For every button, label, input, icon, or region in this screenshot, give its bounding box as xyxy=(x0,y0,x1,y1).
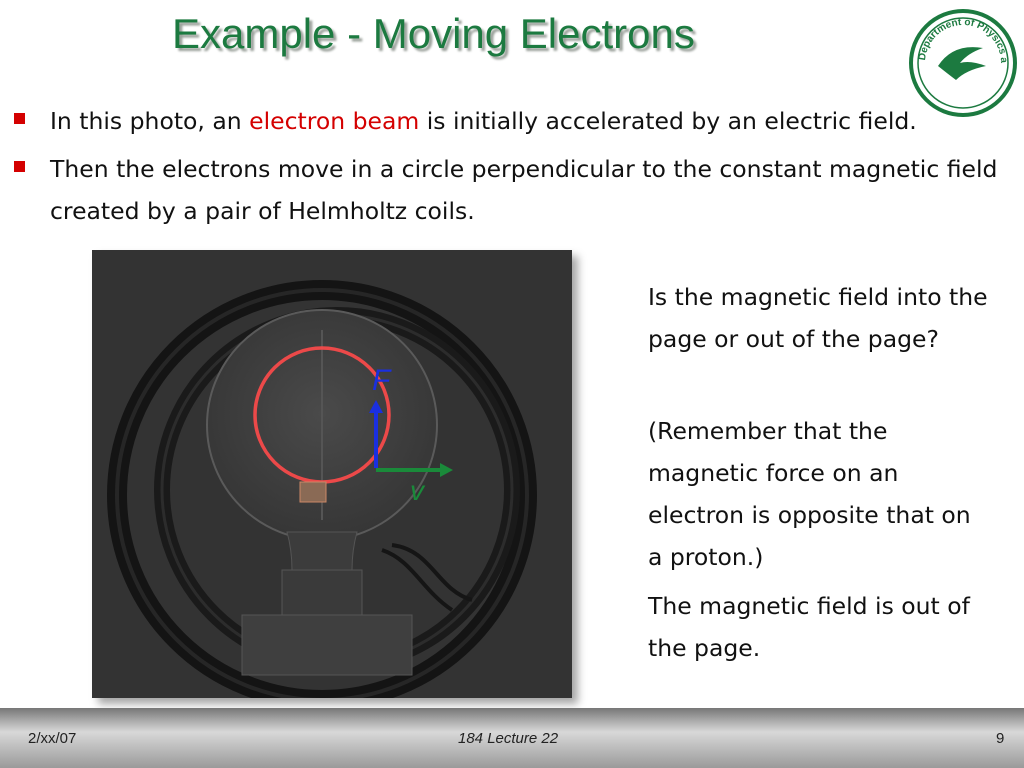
highlight-electron-beam: electron beam xyxy=(249,107,420,135)
bullet-item: Then the electrons move in a circle perpendicular to the constant magnetic field created by a pair of Helmholtz coils. xyxy=(14,148,1019,232)
bullet-marker xyxy=(14,161,25,172)
reminder-text: (Remember that the magnetic force on an electron is opposite that on a proton.) xyxy=(648,417,971,571)
page-number: 9 xyxy=(996,730,1005,747)
svg-text:Department of Physics and Astr: Department of Physics a xyxy=(917,16,1010,64)
velocity-label: v xyxy=(410,475,424,506)
question-text: Is the magnetic field into the page or out of the page? xyxy=(648,283,988,353)
bullet-marker xyxy=(14,113,25,124)
electron-beam-photo xyxy=(92,250,572,698)
force-label: F xyxy=(372,364,391,397)
answer-text: The magnetic field is out of the page. xyxy=(648,592,970,662)
electron-gun xyxy=(300,482,326,502)
footer-title: 184 Lecture 22 xyxy=(458,730,559,747)
slide-title: Example - Moving Electrons xyxy=(172,10,695,57)
footer-date: 2/xx/07 xyxy=(28,730,77,747)
bullet-list xyxy=(14,100,1019,238)
bullet-item: In this photo, an electron beam is initially accelerated by an electric field. xyxy=(14,100,1019,142)
